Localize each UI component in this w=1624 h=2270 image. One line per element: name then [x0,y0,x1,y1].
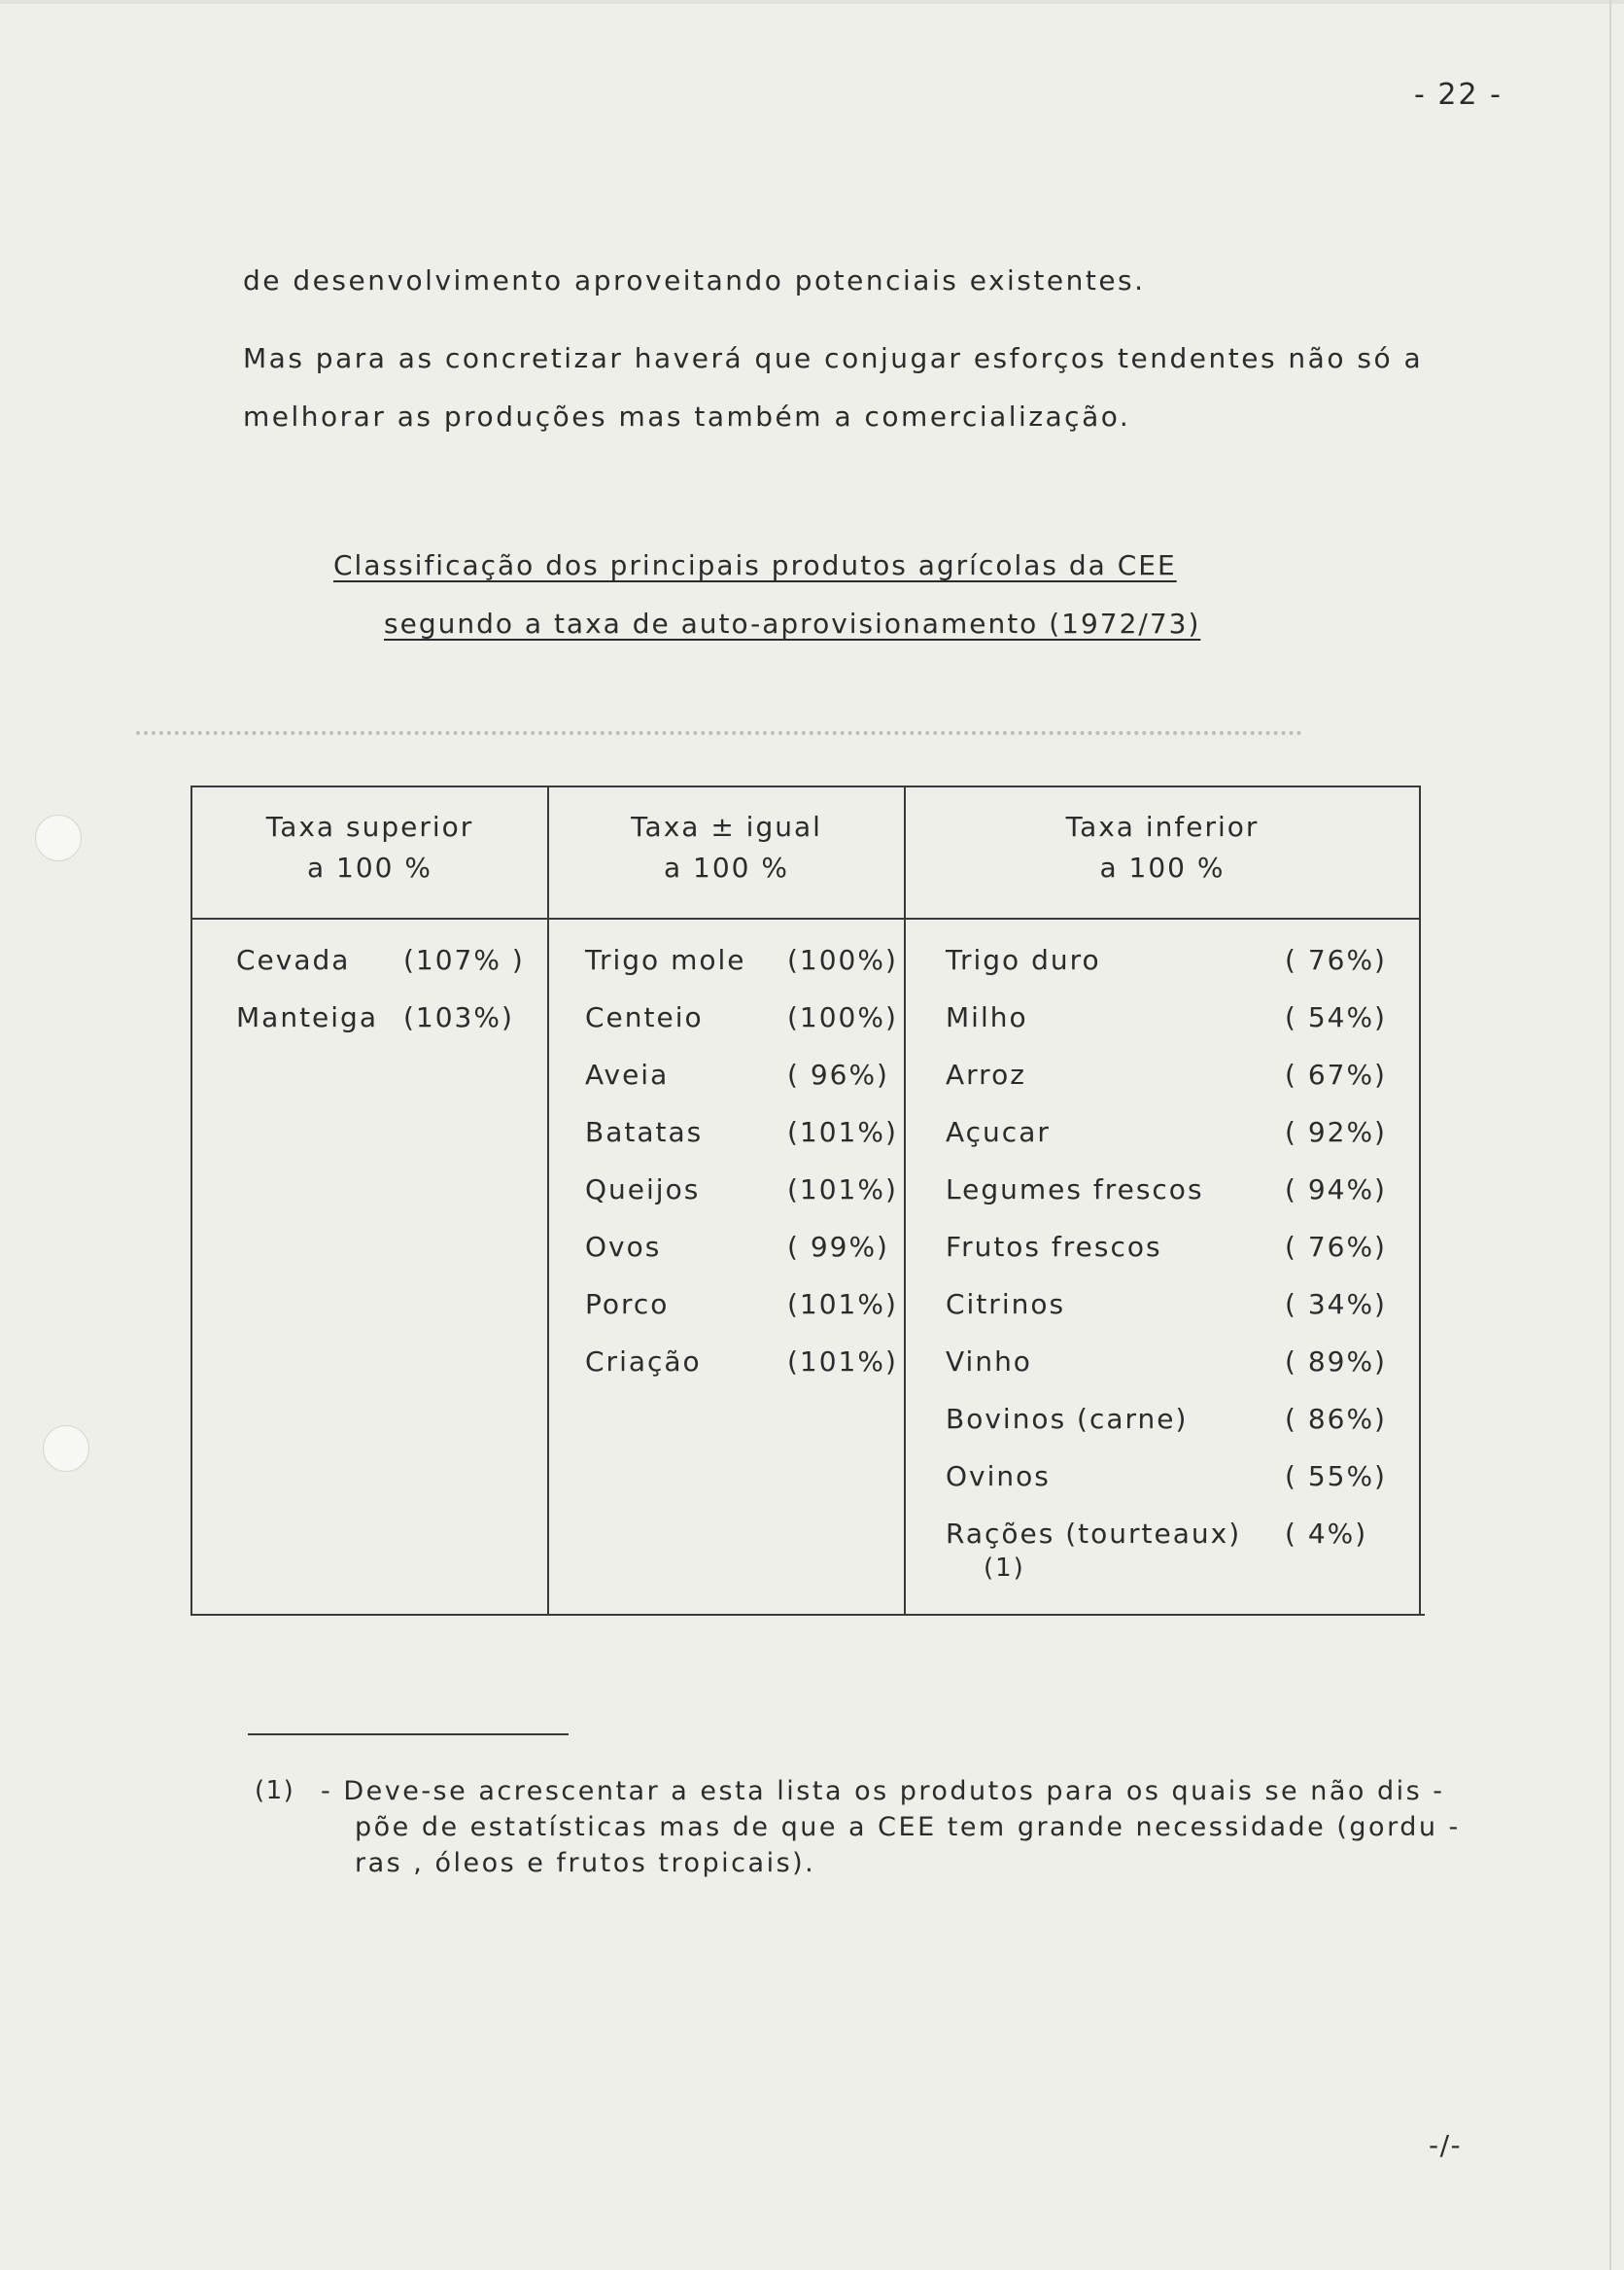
igual-value: (100%) [787,944,898,976]
igual-value: (101%) [787,1116,898,1148]
igual-product: Aveia [585,1059,670,1091]
inferior-value: ( 94%) [1285,1173,1387,1205]
footnote-line-2: põe de estatísticas mas de que a CEE tem grande necessidade (gordu - [355,1812,1461,1842]
inferior-value: ( 89%) [1285,1345,1387,1378]
table-left-border [190,786,192,1616]
igual-value: (101%) [787,1173,898,1205]
footnote-reference: (1) [984,1554,1025,1583]
inferior-value: ( 92%) [1285,1116,1387,1148]
header-igual-line-1: Taxa ± igual [631,811,822,843]
inferior-product: Arroz [946,1059,1026,1091]
header-superior-line-2: a 100 % [306,852,432,884]
inferior-product: Bovinos (carne) [946,1403,1189,1435]
inferior-product: Legumes frescos [946,1173,1204,1205]
inferior-product: Milho [946,1001,1028,1033]
inferior-value: ( 4%) [1285,1518,1368,1550]
igual-value: ( 96%) [787,1059,889,1091]
table-column-divider-1 [547,786,549,1614]
inferior-value: ( 54%) [1285,1001,1387,1033]
inferior-value: ( 67%) [1285,1059,1387,1091]
igual-product: Porco [585,1288,670,1320]
punch-hole-bottom [43,1425,89,1472]
inferior-product: Trigo duro [946,944,1101,976]
inferior-product: Frutos frescos [946,1231,1162,1263]
page-number: - 22 - [1414,78,1503,112]
igual-value: (101%) [787,1345,898,1378]
igual-value: ( 99%) [787,1231,889,1263]
header-inferior-line-2: a 100 % [1099,852,1226,884]
inferior-product: Rações (tourteaux) [946,1518,1242,1550]
inferior-value: ( 34%) [1285,1288,1387,1320]
footnote-line-1: - Deve-se acrescentar a esta lista os produtos para os quais se não dis - [321,1776,1445,1806]
table-column-divider-2 [904,786,906,1614]
inferior-value: ( 76%) [1285,944,1387,976]
inferior-value: ( 76%) [1285,1231,1387,1263]
inferior-value: ( 86%) [1285,1403,1387,1435]
table-bottom-border [190,1614,1425,1616]
igual-value: (101%) [787,1288,898,1320]
table-right-border [1419,786,1421,1616]
inferior-product: Vinho [946,1345,1032,1378]
page-top-edge [0,0,1624,4]
header-igual-line-2: a 100 % [663,852,789,884]
superior-product: Manteiga [236,1001,378,1033]
superior-value: (103%) [403,1001,514,1033]
table-top-border [190,786,1421,787]
header-inferior-line-1: Taxa inferior [1065,811,1260,843]
inferior-product: Açucar [946,1116,1051,1148]
header-superior-line-1: Taxa superior [265,811,474,843]
table-caption-line-1: Classificação dos principais produtos agrícolas da CEE [333,549,1177,581]
superior-value: (107% ) [403,944,525,976]
igual-product: Batatas [585,1116,704,1148]
inferior-product: Ovinos [946,1460,1051,1492]
superior-product: Cevada [236,944,351,976]
dotted-guide-line [136,731,1302,754]
footnote-line-3: ras , óleos e frutos tropicais). [355,1848,816,1878]
page-right-edge [1609,0,1611,2270]
igual-product: Ovos [585,1231,662,1263]
table-header-divider [190,918,1421,920]
body-line-2: Mas para as concretizar haverá que conjugar esforços tendentes não só a [243,342,1424,374]
inferior-value: ( 55%) [1285,1460,1387,1492]
igual-product: Criação [585,1345,702,1378]
body-line-1: de desenvolvimento aproveitando potenciais existentes. [243,264,1146,297]
igual-value: (100%) [787,1001,898,1033]
body-line-3: melhorar as produções mas também a comercialização. [243,401,1131,433]
igual-product: Queijos [585,1173,701,1205]
igual-product: Centeio [585,1001,704,1033]
footnote-marker: (1) [255,1776,295,1805]
igual-product: Trigo mole [585,944,746,976]
punch-hole-top [35,815,82,861]
footnote-rule [248,1733,569,1735]
table-caption-line-2: segundo a taxa de auto-aprovisionamento (1972/73) [384,608,1201,640]
continuation-mark: -/- [1429,2129,1463,2161]
inferior-product: Citrinos [946,1288,1066,1320]
